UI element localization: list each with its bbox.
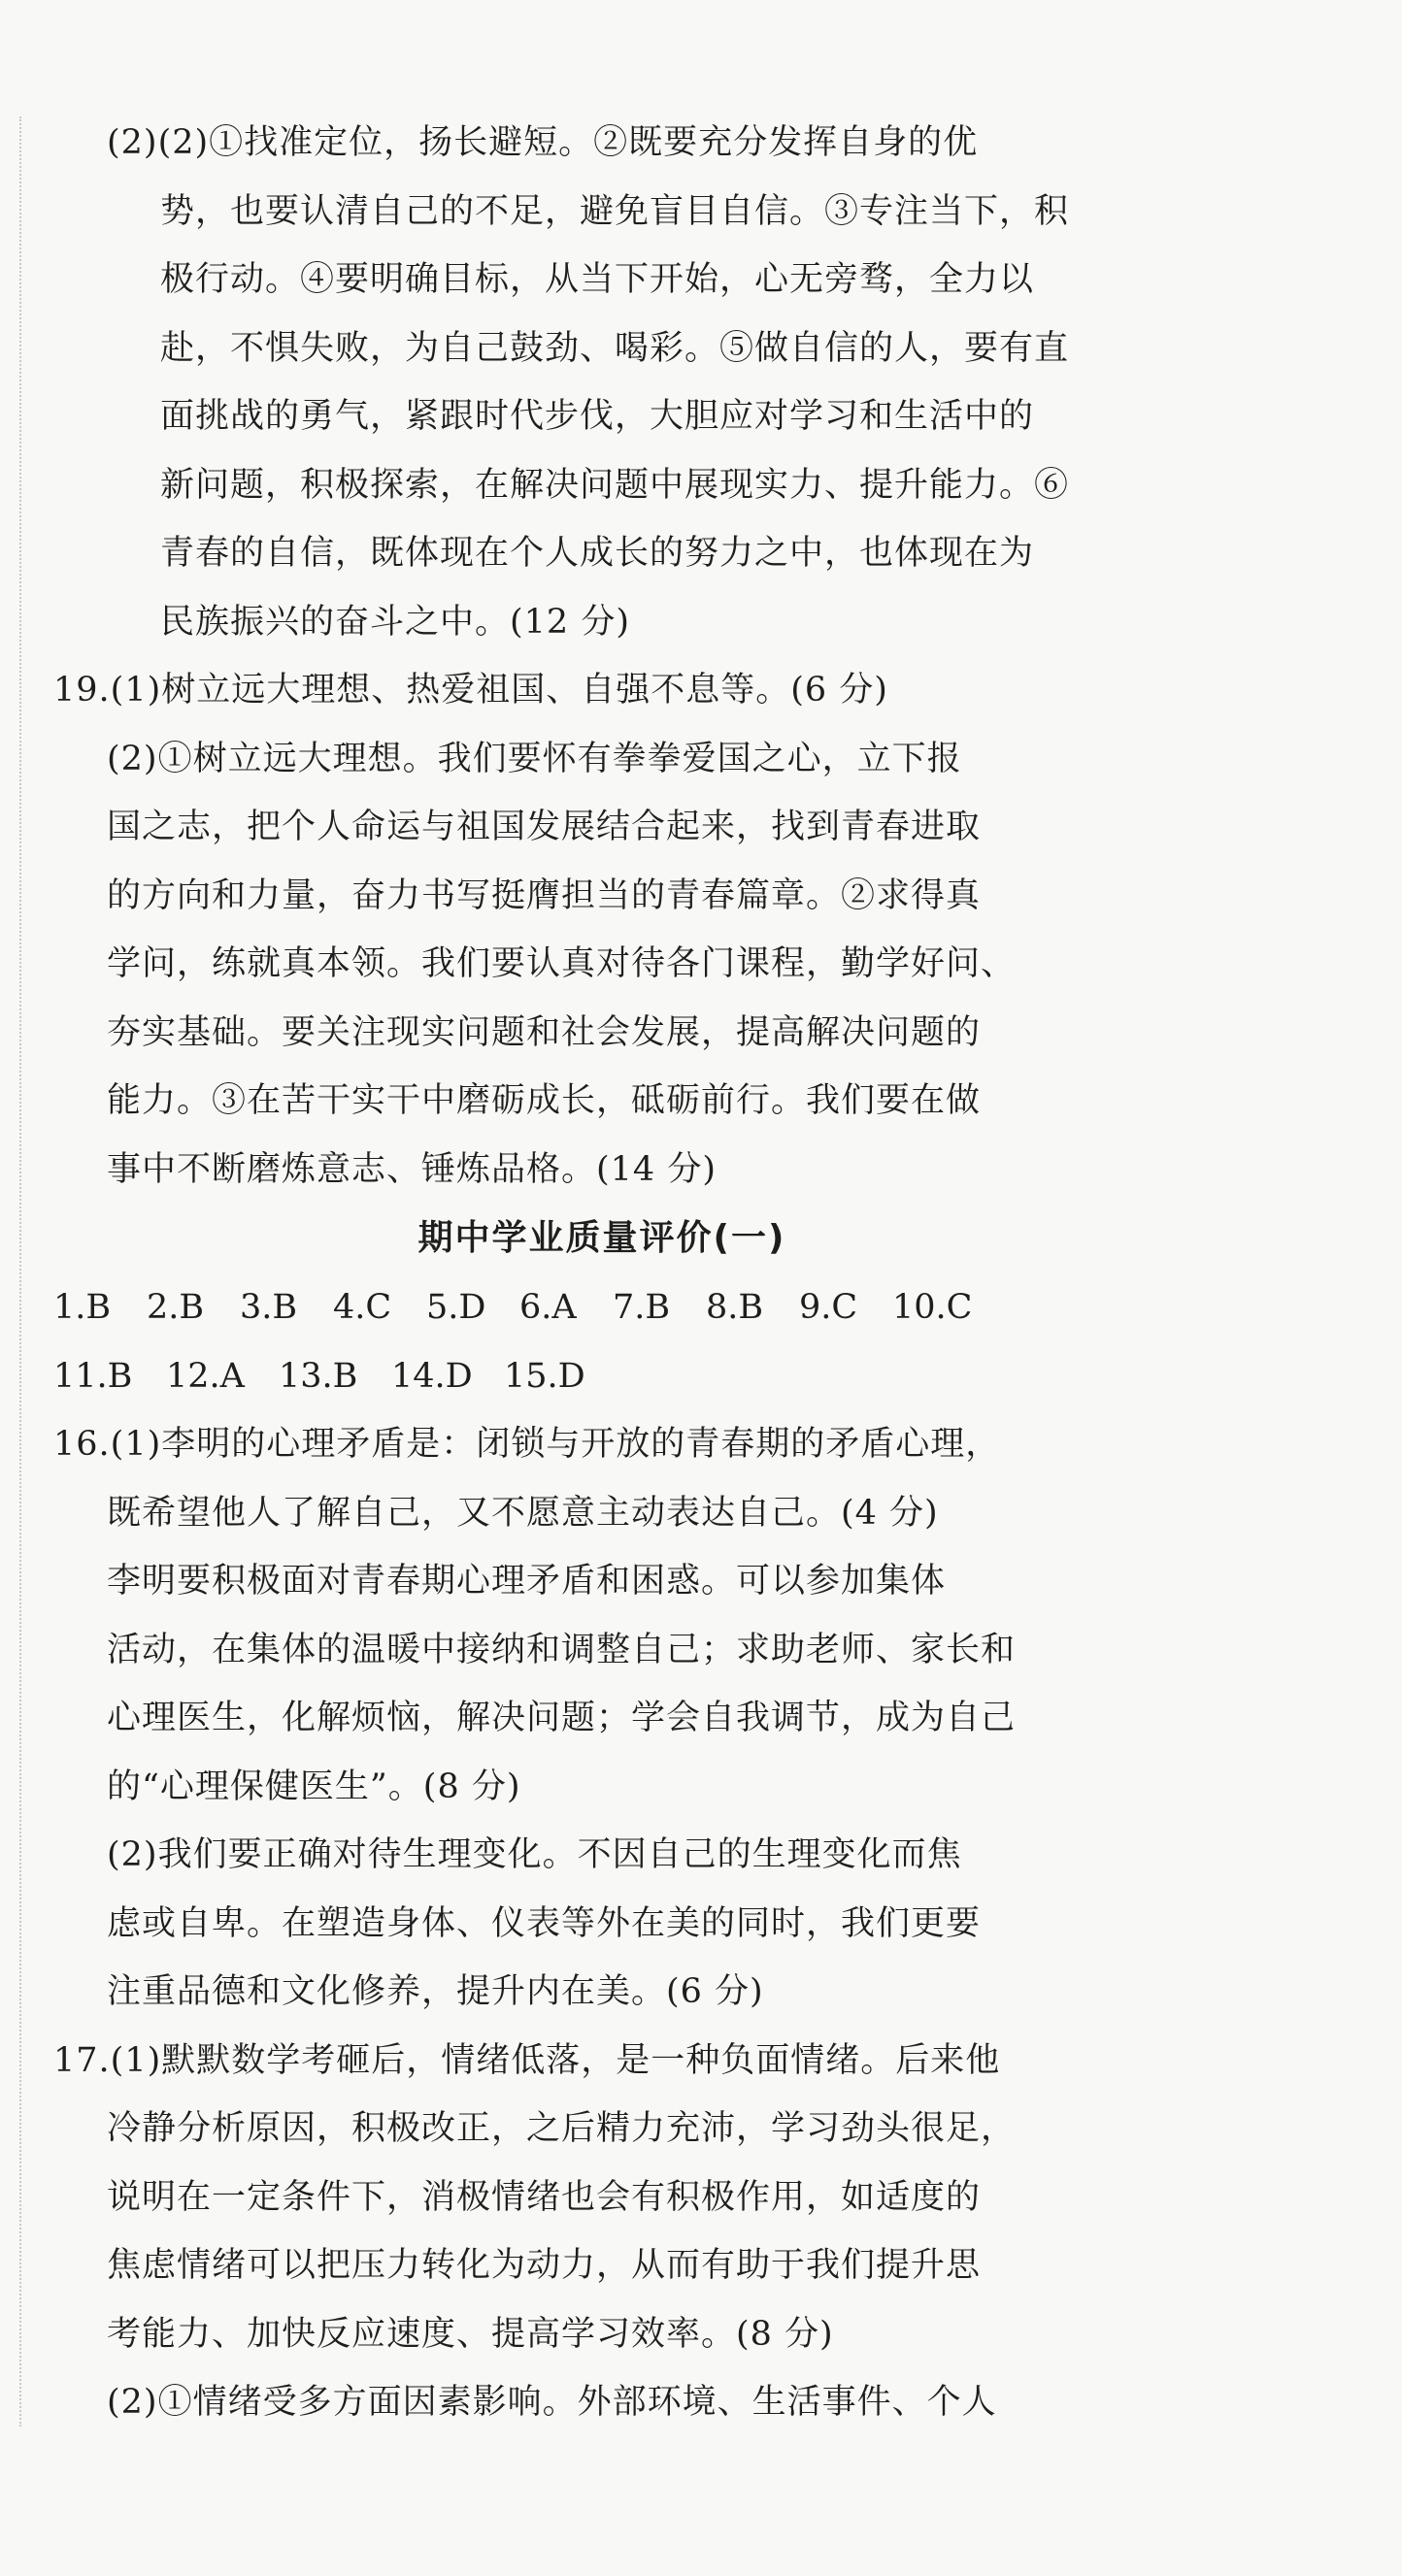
choice-row-1 [53, 1273, 1078, 1342]
text-line: 民族振兴的奋斗之中。(12 分) [160, 602, 630, 642]
choice-answer: 4.C [333, 1288, 392, 1327]
q19-block [53, 656, 1078, 1204]
q17-part1: 17.(1)默默数学考砸后，情绪低落，是一种负面情绪。后来他 [53, 2040, 1001, 2080]
text-line: 事中不断磨炼意志、锤炼品格。(14 分) [107, 1149, 717, 1189]
text-line: 的方向和力量，奋力书写挺膺担当的青春篇章。②求得真 [107, 875, 982, 915]
text-line: (2)①情绪受多方面因素影响。外部环境、生活事件、个人 [107, 2383, 997, 2422]
q17-block [53, 2027, 1078, 2437]
choice-answer: 5.D [426, 1288, 486, 1327]
text-line: 冷静分析原因，积极改正，之后精力充沛，学习劲头很足， [107, 2109, 1017, 2148]
text-line: 势，也要认清自己的不足，避免盲目自信。③专注当下，积 [160, 191, 1070, 231]
choice-answer: 7.B [613, 1288, 671, 1327]
section-title: 期中学业质量评价(一) [417, 1218, 786, 1258]
choice-answer: 12.A [166, 1356, 245, 1396]
choice-answer: 6.A [519, 1288, 577, 1327]
q16-block [53, 1410, 1078, 2027]
text-line: (2)(2)①找准定位，扬长避短。②既要充分发挥自身的优 [107, 123, 979, 162]
text-line: 注重品德和文化修养，提升内在美。(6 分) [107, 1972, 764, 2011]
q19-part1: 19.(1)树立远大理想、热爱祖国、自强不息等。(6 分) [53, 671, 888, 710]
choice-answer: 1.B [53, 1288, 112, 1327]
text-line: 青春的自信，既体现在个人成长的努力之中，也体现在为 [160, 534, 1035, 573]
text-line: 考能力、加快反应速度、提高学习效率。(8 分) [107, 2314, 834, 2354]
choice-answer: 15.D [504, 1356, 585, 1396]
choice-answer: 3.B [240, 1288, 298, 1327]
text-line: 说明在一定条件下，消极情绪也会有积极作用，如适度的 [107, 2177, 982, 2217]
choice-answer: 14.D [391, 1356, 473, 1396]
choice-answers [53, 1273, 1078, 1410]
choice-answer: 10.C [892, 1288, 973, 1327]
text-line: 能力。③在苦干实干中磨砺成长，砥砺前行。我们要在做 [107, 1081, 982, 1120]
q16-part1: 16.(1)李明的心理矛盾是：闭锁与开放的青春期的矛盾心理， [53, 1425, 1001, 1464]
text-line: 心理医生，化解烦恼，解决问题；学会自我调节，成为自己 [107, 1699, 1017, 1737]
text-line: 国之志，把个人命运与祖国发展结合起来，找到青春进取 [107, 808, 982, 846]
choice-answer: 9.C [799, 1288, 858, 1327]
q18-part2-block [107, 109, 1078, 656]
choice-answer: 13.B [279, 1356, 358, 1396]
binding-dotted-line [19, 116, 21, 2427]
text-line: 焦虑情绪可以把压力转化为动力，从而有助于我们提升思 [107, 2246, 982, 2285]
answer-content [53, 109, 1078, 2437]
text-line: 赴，不惧失败，为自己鼓劲、喝彩。⑤做自信的人，要有直 [160, 328, 1070, 368]
choice-answer: 11.B [53, 1356, 133, 1396]
choice-row-2 [53, 1342, 1078, 1411]
text-line: 学问，练就真本领。我们要认真对待各门课程，勤学好问、 [107, 944, 1017, 983]
text-line: 活动，在集体的温暖中接纳和调整自己；求助老师、家长和 [107, 1630, 1017, 1669]
choice-answer: 2.B [147, 1288, 205, 1327]
text-line: (2)我们要正确对待生理变化。不因自己的生理变化而焦 [107, 1835, 962, 1874]
text-line: 面挑战的勇气，紧跟时代步伐，大胆应对学习和生活中的 [160, 397, 1035, 436]
text-line: 新问题，积极探索，在解决问题中展现实力、提升能力。⑥ [160, 465, 1070, 505]
text-line: 李明要积极面对青春期心理矛盾和困惑。可以参加集体 [107, 1562, 947, 1601]
choice-answer: 8.B [706, 1288, 764, 1327]
text-line: (2)①树立远大理想。我们要怀有拳拳爱国之心，立下报 [107, 739, 962, 778]
text-line: 极行动。④要明确目标，从当下开始，心无旁骛，全力以 [160, 260, 1035, 299]
text-line: 的“心理保健医生”。(8 分) [107, 1767, 521, 1806]
text-line: 夯实基础。要关注现实问题和社会发展，提高解决问题的 [107, 1012, 982, 1052]
text-line: 既希望他人了解自己，又不愿意主动表达自己。(4 分) [107, 1493, 939, 1533]
text-line: 虑或自卑。在塑造身体、仪表等外在美的同时，我们更要 [107, 1903, 982, 1943]
